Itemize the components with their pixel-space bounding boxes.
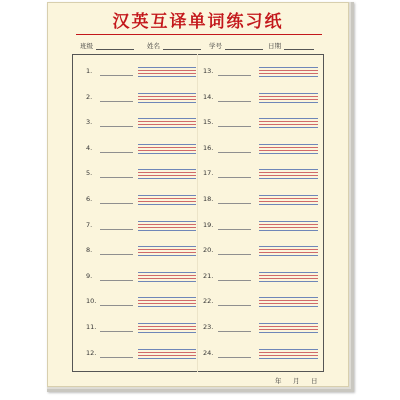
english-guide-line-blue[interactable] [259,127,318,128]
footer-year: 年 [275,377,282,385]
english-guide-line-red[interactable] [138,175,196,176]
english-guide-line-red[interactable] [259,70,318,71]
entry-number: 8. [86,246,93,254]
english-guide-line-blue[interactable] [259,272,318,273]
english-guide-line-blue[interactable] [138,306,196,307]
entry-number: 17. [203,169,214,177]
english-guide-line-red[interactable] [259,73,318,74]
english-guide-line-blue[interactable] [138,118,196,119]
entry-number: 5. [86,169,93,177]
entry-number: 6. [86,195,93,203]
entry-number: 14. [203,93,214,101]
english-guide-line-blue[interactable] [138,178,196,179]
english-guide-line-blue[interactable] [259,102,318,103]
english-guide-line-blue[interactable] [259,246,318,247]
english-guide-line-red[interactable] [259,300,318,301]
english-guide-line-red[interactable] [259,227,318,228]
english-guide-line-red[interactable] [259,172,318,173]
entry-number: 4. [86,144,93,152]
english-guide-line-red[interactable] [259,329,318,330]
english-guide-line-red[interactable] [138,147,196,148]
chinese-answer-line[interactable] [218,357,251,358]
english-guide-line-red[interactable] [138,121,196,122]
english-guide-line-red[interactable] [138,275,196,276]
english-guide-line-red[interactable] [138,329,196,330]
english-guide-line-blue[interactable] [259,349,318,350]
entry-number: 15. [203,118,214,126]
english-guide-line-red[interactable] [138,124,196,125]
english-guide-line-blue[interactable] [138,221,196,222]
entry-number: 10. [86,297,97,305]
date-label: 日期 [268,42,281,50]
english-guide-line-red[interactable] [259,252,318,253]
english-guide-line-red[interactable] [259,249,318,250]
worksheet-title: 汉英互译单词练习纸 [112,12,284,32]
date-field[interactable] [284,49,314,50]
english-guide-line-red[interactable] [259,355,318,356]
english-guide-line-red[interactable] [138,278,196,279]
english-guide-line-red[interactable] [259,150,318,151]
english-guide-line-blue[interactable] [259,332,318,333]
english-guide-line-blue[interactable] [138,272,196,273]
entry-number: 9. [86,272,93,280]
entry-number: 18. [203,195,214,203]
english-guide-line-red[interactable] [138,224,196,225]
english-guide-line-blue[interactable] [138,323,196,324]
chinese-answer-line[interactable] [100,152,133,153]
english-guide-line-blue[interactable] [259,178,318,179]
english-guide-line-blue[interactable] [138,332,196,333]
english-guide-line-blue[interactable] [138,76,196,77]
english-guide-line-red[interactable] [259,303,318,304]
english-guide-line-red[interactable] [259,326,318,327]
chinese-answer-line[interactable] [218,280,251,281]
chinese-answer-line[interactable] [218,331,251,332]
english-guide-line-red[interactable] [138,198,196,199]
chinese-answer-line[interactable] [100,305,133,306]
english-guide-line-blue[interactable] [259,323,318,324]
english-guide-line-red[interactable] [259,275,318,276]
english-guide-line-blue[interactable] [138,93,196,94]
entry-number: 21. [203,272,214,280]
entry-number: 2. [86,93,93,101]
english-guide-line-red[interactable] [138,201,196,202]
english-guide-line-blue[interactable] [259,153,318,154]
english-guide-line-blue[interactable] [138,195,196,196]
english-guide-line-blue[interactable] [138,144,196,145]
english-guide-line-red[interactable] [259,147,318,148]
english-guide-line-red[interactable] [138,352,196,353]
english-guide-line-blue[interactable] [138,358,196,359]
english-guide-line-red[interactable] [259,175,318,176]
chinese-answer-line[interactable] [100,126,133,127]
english-guide-line-blue[interactable] [259,255,318,256]
english-guide-line-blue[interactable] [138,204,196,205]
english-guide-line-blue[interactable] [259,67,318,68]
english-guide-line-blue[interactable] [138,255,196,256]
english-guide-line-red[interactable] [138,99,196,100]
english-guide-line-blue[interactable] [138,102,196,103]
english-guide-line-red[interactable] [138,326,196,327]
entry-number: 1. [86,67,93,75]
english-guide-line-red[interactable] [259,201,318,202]
english-guide-line-blue[interactable] [138,169,196,170]
english-guide-line-red[interactable] [138,70,196,71]
name-label: 姓名 [147,42,160,50]
english-guide-line-blue[interactable] [138,297,196,298]
column-divider [197,54,198,372]
chinese-answer-line[interactable] [100,331,133,332]
english-guide-line-blue[interactable] [138,127,196,128]
english-guide-line-blue[interactable] [259,221,318,222]
english-guide-line-red[interactable] [138,227,196,228]
english-guide-line-red[interactable] [259,124,318,125]
class-field[interactable] [96,49,134,50]
english-guide-line-blue[interactable] [259,358,318,359]
student-id-label: 学号 [209,42,222,50]
footer-day: 日 [311,377,318,385]
chinese-answer-line[interactable] [218,177,251,178]
english-guide-line-red[interactable] [259,352,318,353]
chinese-answer-line[interactable] [218,254,251,255]
english-guide-line-red[interactable] [138,252,196,253]
entry-number: 11. [86,323,97,331]
chinese-answer-line[interactable] [100,229,133,230]
english-guide-line-blue[interactable] [259,204,318,205]
entry-number: 22. [203,297,214,305]
chinese-answer-line[interactable] [100,357,133,358]
chinese-answer-line[interactable] [218,126,251,127]
english-guide-line-red[interactable] [259,198,318,199]
english-guide-line-blue[interactable] [259,93,318,94]
english-guide-line-red[interactable] [259,99,318,100]
english-guide-line-blue[interactable] [259,281,318,282]
chinese-answer-line[interactable] [100,101,133,102]
name-field[interactable] [163,49,201,50]
english-guide-line-blue[interactable] [259,306,318,307]
english-guide-line-red[interactable] [138,96,196,97]
english-guide-line-blue[interactable] [138,246,196,247]
entry-number: 24. [203,349,214,357]
english-guide-line-blue[interactable] [138,281,196,282]
english-guide-line-blue[interactable] [259,76,318,77]
english-guide-line-blue[interactable] [138,230,196,231]
english-guide-line-red[interactable] [138,355,196,356]
entry-number: 7. [86,221,93,229]
chinese-answer-line[interactable] [100,280,133,281]
chinese-answer-line[interactable] [218,305,251,306]
english-guide-line-red[interactable] [138,249,196,250]
entry-number: 13. [203,67,214,75]
worksheet [47,2,349,387]
english-guide-line-blue[interactable] [138,67,196,68]
chinese-answer-line[interactable] [100,254,133,255]
entry-number: 19. [203,221,214,229]
english-guide-line-blue[interactable] [259,169,318,170]
entry-number: 12. [86,349,97,357]
english-guide-line-blue[interactable] [138,349,196,350]
chinese-answer-line[interactable] [218,75,251,76]
english-guide-line-blue[interactable] [259,118,318,119]
chinese-answer-line[interactable] [218,101,251,102]
english-guide-line-blue[interactable] [259,230,318,231]
footer-month: 月 [293,377,300,385]
chinese-answer-line[interactable] [218,152,251,153]
english-guide-line-red[interactable] [138,303,196,304]
english-guide-line-red[interactable] [259,121,318,122]
english-guide-line-red[interactable] [138,172,196,173]
student-id-field[interactable] [225,49,263,50]
english-guide-line-red[interactable] [138,150,196,151]
chinese-answer-line[interactable] [100,75,133,76]
class-label: 班级 [80,42,93,50]
english-guide-line-red[interactable] [259,224,318,225]
entry-number: 23. [203,323,214,331]
english-guide-line-red[interactable] [138,73,196,74]
english-guide-line-red[interactable] [138,300,196,301]
entry-number: 16. [203,144,214,152]
english-guide-line-blue[interactable] [259,297,318,298]
entry-number: 3. [86,118,93,126]
title-underline [76,34,322,35]
english-guide-line-blue[interactable] [259,144,318,145]
chinese-answer-line[interactable] [218,229,251,230]
english-guide-line-red[interactable] [259,278,318,279]
chinese-answer-line[interactable] [218,203,251,204]
english-guide-line-blue[interactable] [259,195,318,196]
english-guide-line-red[interactable] [259,96,318,97]
chinese-answer-line[interactable] [100,203,133,204]
entry-number: 20. [203,246,214,254]
chinese-answer-line[interactable] [100,177,133,178]
english-guide-line-blue[interactable] [138,153,196,154]
